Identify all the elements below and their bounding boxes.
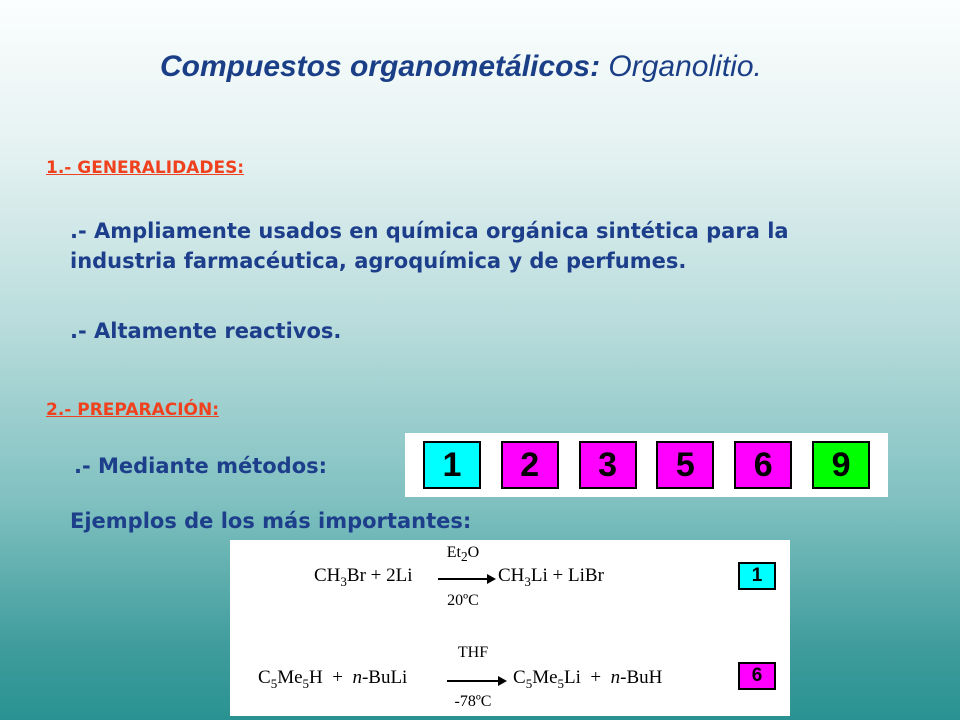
reaction-1-method-tag[interactable]: 1 [738, 562, 776, 590]
method-button-5[interactable]: 5 [656, 441, 714, 489]
reaction-examples-panel [230, 540, 790, 716]
reaction-1-arrow [438, 578, 494, 580]
reaction-2-reactants: $C_5Me_5H$ + n-BuLi [258, 667, 408, 691]
reaction-2-method-tag[interactable]: 6 [738, 662, 776, 690]
title-sub: Organolitio. [608, 50, 762, 83]
title-main: Compuestos organometálicos: [160, 50, 601, 83]
reaction-1-products: $CH_3Li$ + LiBr [498, 565, 604, 589]
bullet-reactivos: .- Altamente reactivos. [70, 319, 342, 343]
method-buttons-strip [405, 433, 888, 497]
page-title [160, 50, 762, 84]
method-button-6[interactable]: 6 [734, 441, 792, 489]
examples-heading: Ejemplos de los más importantes: [70, 509, 472, 533]
reaction-2-temperature: -78ºC [454, 693, 492, 710]
bullet-metodos: .- Mediante métodos: [74, 454, 328, 478]
section-heading-generalidades: 1.- GENERALIDADES: [46, 158, 245, 178]
method-button-9[interactable]: 9 [812, 441, 870, 489]
reaction-2-products: $C_5Me_5Li + n-BuH$ [513, 667, 663, 691]
reaction-1-temperature: 20ºC [447, 592, 479, 609]
method-button-1[interactable]: 1 [423, 441, 481, 489]
reaction-2-solvent: THF [457, 644, 489, 661]
method-button-2[interactable]: 2 [501, 441, 559, 489]
section-heading-preparacion: 2.- PREPARACIÓN: [46, 400, 220, 420]
bullet-usos: .- Ampliamente usados en química orgánica sintética para la industria farmacéutica, agroquímica y de perfumes. [70, 219, 789, 273]
method-button-3[interactable]: 3 [579, 441, 637, 489]
reaction-1-solvent: $Et_2O$ [446, 544, 480, 565]
reaction-1-reactants: $CH_3Br + 2Li$ [314, 565, 413, 589]
reaction-2-arrow [447, 680, 505, 682]
